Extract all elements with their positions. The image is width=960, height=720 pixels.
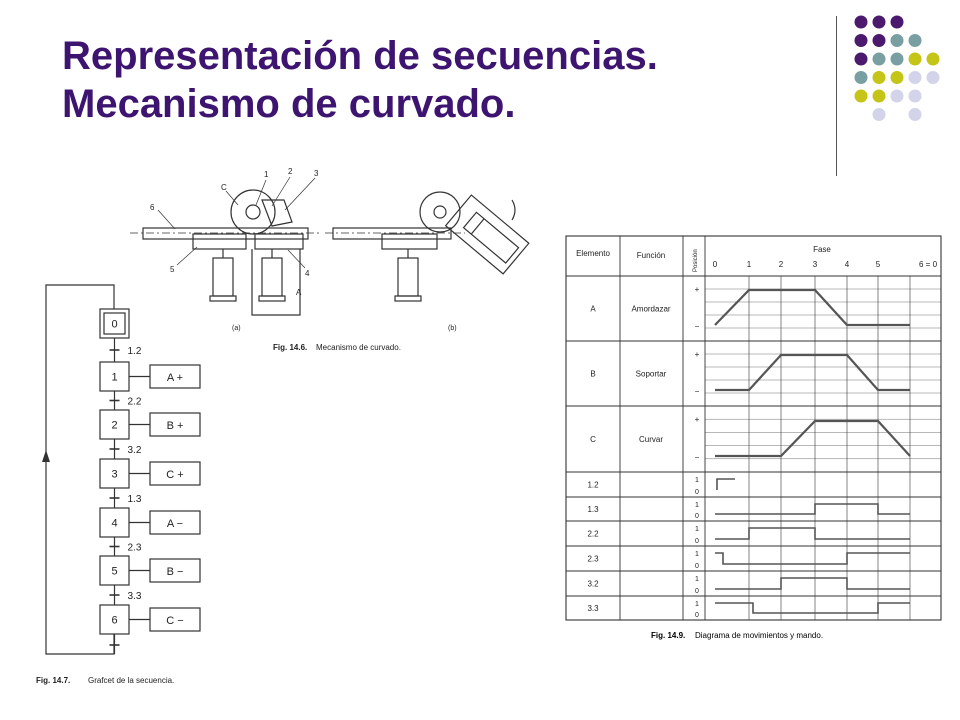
grafcet-step-label: 1 xyxy=(111,371,118,384)
cylinder-b xyxy=(213,258,233,296)
roller-hub-b xyxy=(434,206,446,218)
row-level-low: 0 xyxy=(695,612,699,619)
callout-6: 6 xyxy=(150,203,155,212)
rotation-arrow xyxy=(512,200,515,220)
sub-label-a: (a) xyxy=(232,325,241,332)
clamp-block xyxy=(255,234,303,249)
grafcet-action-label: C + xyxy=(166,469,184,481)
row-funcion: Curvar xyxy=(638,435,664,444)
bending-roller-b xyxy=(420,192,460,232)
trace-2-2 xyxy=(715,528,910,539)
grafcet-action-label: B − xyxy=(166,566,184,578)
frame xyxy=(252,249,300,315)
row-level-low: 0 xyxy=(695,513,699,520)
header-funcion: Función xyxy=(636,251,666,260)
row-elemento: 1.3 xyxy=(587,505,599,514)
fig147-caption-num: Fig. 14.7. xyxy=(36,676,71,685)
grafcet-step-label: 6 xyxy=(111,614,118,627)
row-level-low: 0 xyxy=(695,563,699,570)
leader-6 xyxy=(158,210,175,229)
trace-3-2 xyxy=(715,578,910,589)
sub-label-b: (b) xyxy=(448,325,457,332)
row-elemento: 1.2 xyxy=(587,480,599,490)
row-elemento: 3.3 xyxy=(587,604,599,613)
mechanism-labels xyxy=(150,167,457,352)
leader-1 xyxy=(256,180,266,205)
fig146-caption-num: Fig. 14.6. xyxy=(273,343,308,352)
row-level-high: 1 xyxy=(695,502,699,509)
phase-number: 5 xyxy=(875,260,881,269)
title-line-2: Mecanismo de curvado. xyxy=(62,82,516,126)
row-level-low: − xyxy=(694,322,700,331)
trace-2-3 xyxy=(715,553,910,564)
grafcet-step-label: 2 xyxy=(111,419,118,432)
fig149-caption-num: Fig. 14.9. xyxy=(651,631,686,640)
mechanism-view-b xyxy=(325,192,529,301)
phase-number: 1 xyxy=(746,260,752,269)
grafcet-action-label: C − xyxy=(166,615,184,627)
phase-number: 2 xyxy=(778,260,784,269)
grafcet-step-label: 0 xyxy=(111,318,118,331)
callout-2: 2 xyxy=(288,167,293,176)
grafcet-transition-label: 2.2 xyxy=(127,396,142,408)
leader-5 xyxy=(177,247,197,265)
callout-c: C xyxy=(221,183,227,192)
movement-diagram xyxy=(566,236,941,620)
fig147-caption-text: Grafcet de la secuencia. xyxy=(88,676,175,685)
bending-roller xyxy=(231,190,275,234)
row-level-high: 1 xyxy=(695,576,699,583)
trace-1-3 xyxy=(715,504,910,514)
phase-number: 0 xyxy=(712,260,718,269)
grafcet-action-label: B + xyxy=(166,420,184,432)
grafcet-transition-label: 3.2 xyxy=(127,445,142,456)
roller-hub xyxy=(246,205,260,219)
grafcet-transition-label: 2.3 xyxy=(127,542,142,554)
row-level-low: 0 xyxy=(695,538,699,545)
row-elemento: 2.2 xyxy=(587,529,599,539)
trace-c xyxy=(715,421,910,456)
cylinder-a-base xyxy=(259,296,285,301)
grafcet-transition-label: 3.3 xyxy=(127,591,142,602)
row-level-high: + xyxy=(694,415,700,424)
row-level-low: 0 xyxy=(695,489,699,496)
grafcet-action-label: A − xyxy=(166,518,184,530)
header-fase: Fase xyxy=(813,245,831,254)
grafcet-step-label: 4 xyxy=(111,517,118,530)
row-level-high: 1 xyxy=(695,526,699,533)
grafcet-transition-label: 1.2 xyxy=(127,346,142,357)
leader-2 xyxy=(272,177,290,206)
row-level-high: + xyxy=(694,285,700,294)
grafcet-figure xyxy=(36,285,200,685)
phase-number: 3 xyxy=(812,260,818,269)
row-funcion: Soportar xyxy=(635,369,667,379)
clamp-jaw xyxy=(262,200,292,226)
row-level-high: 1 xyxy=(695,477,699,484)
support-block-b xyxy=(382,234,437,249)
row-elemento: 2.3 xyxy=(587,554,599,564)
trace-b xyxy=(715,355,910,390)
header-elemento: Elemento xyxy=(576,249,610,258)
cylinder-b-base xyxy=(210,296,236,301)
row-elemento: A xyxy=(590,304,596,314)
support-block xyxy=(193,234,246,249)
callout-4: 4 xyxy=(305,269,310,278)
title-line-1: Representación de secuencias. xyxy=(62,34,658,78)
fig149-caption-text: Diagrama de movimientos y mando. xyxy=(695,631,824,640)
grafcet-transition-label: 1.3 xyxy=(127,494,142,505)
phase-number: 6 = 0 xyxy=(919,260,938,269)
row-level-low: 0 xyxy=(695,588,699,595)
trace-a xyxy=(715,290,910,325)
callout-5: 5 xyxy=(170,265,175,274)
grafcet-return-arrow xyxy=(42,450,50,462)
row-elemento: B xyxy=(590,369,596,379)
cylinder-b-b xyxy=(398,258,418,296)
grafcet-action-label: A + xyxy=(166,372,184,384)
callout-1: 1 xyxy=(264,170,269,179)
leader-4 xyxy=(288,250,305,268)
trace-1-2 xyxy=(717,479,735,490)
callout-3: 3 xyxy=(314,169,319,178)
cylinder-a xyxy=(262,258,282,296)
fig146-caption-text: Mecanismo de curvado. xyxy=(316,343,401,352)
trace-3-3 xyxy=(715,603,910,613)
row-level-low: − xyxy=(694,453,700,462)
row-funcion: Amordazar xyxy=(631,304,671,314)
leader-3 xyxy=(285,178,315,210)
row-level-low: − xyxy=(694,387,700,396)
row-elemento: C xyxy=(590,435,596,444)
row-elemento: 3.2 xyxy=(587,579,599,589)
callout-a: A xyxy=(296,288,302,297)
mechanism-view-a xyxy=(130,177,320,315)
grafcet-step-label: 3 xyxy=(111,468,118,481)
phase-number: 4 xyxy=(844,260,850,269)
header-posicion: Posición xyxy=(693,249,699,272)
mechanism-figure xyxy=(130,177,529,315)
cylinder-b-base-b xyxy=(395,296,421,301)
rotated-arm xyxy=(446,195,529,274)
row-level-high: 1 xyxy=(695,551,699,558)
grafcet-step-label: 5 xyxy=(111,565,118,578)
grafcet-return-line xyxy=(46,285,114,654)
row-level-high: 1 xyxy=(695,601,699,608)
row-level-high: + xyxy=(694,350,700,359)
